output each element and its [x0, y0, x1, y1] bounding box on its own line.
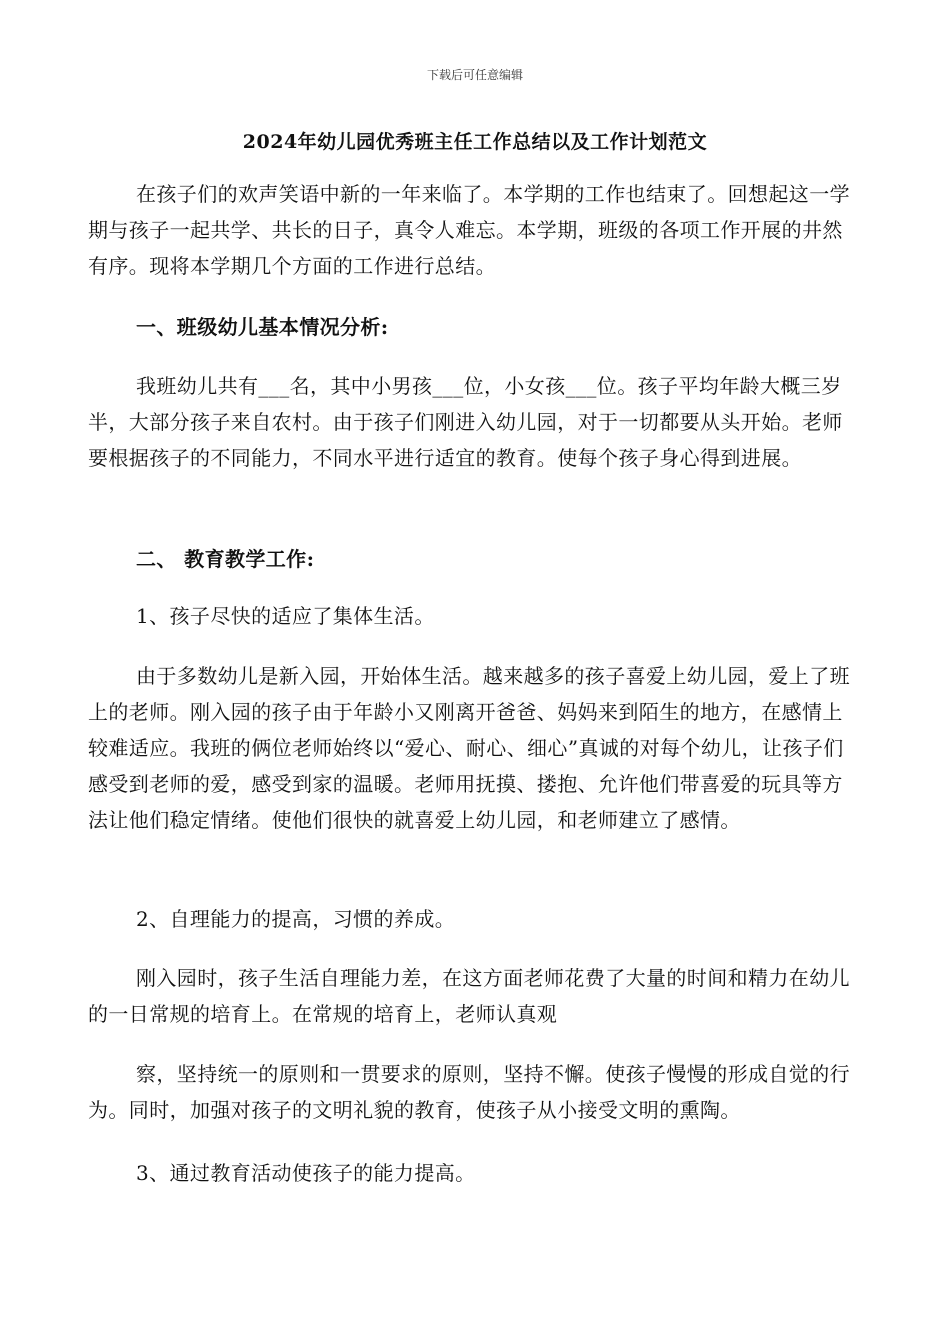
item2-body-b-block — [88, 1056, 863, 1128]
section2-heading: 二、 教育教学工作: — [136, 547, 315, 571]
item3-heading: 3、通过教育活动使孩子的能力提高。 — [136, 1161, 476, 1185]
item2-body-a-block — [88, 960, 863, 1032]
item1-heading: 1、孩子尽快的适应了集体生活。 — [136, 604, 435, 628]
item2-heading: 2、自理能力的提高，习惯的养成。 — [136, 907, 456, 931]
section1-heading-block — [88, 309, 863, 345]
section2-heading-block — [88, 541, 863, 577]
intro-paragraph-block — [88, 176, 863, 284]
intro-paragraph: 在孩子们的欢声笑语中新的一年来临了。本学期的工作也结束了。回想起这一学期与孩子一起共学、共长的日子，真令人难忘。本学期，班级的各项工作开展的井然有序。现将本学期几个方面的工作进行总结。 — [88, 182, 850, 278]
section1-paragraph: 我班幼儿共有___名，其中小男孩___位，小女孩___位。孩子平均年龄大概三岁半，大部分孩子来自农村。由于孩子们刚进入幼儿园，对于一切都要从头开始。老师要根据孩子的不同能力，不同水平进行适宜的教育。使每个孩子身心得到进展。 — [88, 374, 843, 470]
section1-body-block — [88, 368, 863, 476]
item1-body-block — [88, 658, 863, 838]
item1-heading-block — [88, 598, 863, 634]
document-title: 2024年幼儿园优秀班主任工作总结以及工作计划范文 — [242, 131, 708, 153]
item3-heading-block — [88, 1155, 863, 1191]
item2-heading-block — [88, 901, 863, 937]
header-note: 下载后可任意编辑 — [426, 68, 523, 82]
item2-paragraph-b: 察，坚持统一的原则和一贯要求的原则，坚持不懈。使孩子慢慢的形成自觉的行为。同时，加强对孩子的文明礼貌的教育，使孩子从小接受文明的熏陶。 — [88, 1062, 850, 1122]
item2-paragraph-a: 刚入园时，孩子生活自理能力差，在这方面老师花费了大量的时间和精力在幼儿的一日常规的培育上。在常规的培育上，老师认真观 — [88, 966, 850, 1026]
item1-paragraph: 由于多数幼儿是新入园，开始体生活。越来越多的孩子喜爱上幼儿园，爱上了班上的老师。刚入园的孩子由于年龄小又刚离开爸爸、妈妈来到陌生的地方，在感情上较难适应。我班的俩位老师始终以“爱心、耐心、细心”真诚的对每个幼儿，让孩子们感受到老师的爱，感受到家的温暖。老师用抚摸、搂抱、允许他们带喜爱的玩具等方法让他们稳定情绪。使他们很快的就喜爱上幼儿园，和老师建立了感情。 — [88, 664, 850, 832]
section1-heading: 一、班级幼儿基本情况分析: — [136, 315, 389, 339]
